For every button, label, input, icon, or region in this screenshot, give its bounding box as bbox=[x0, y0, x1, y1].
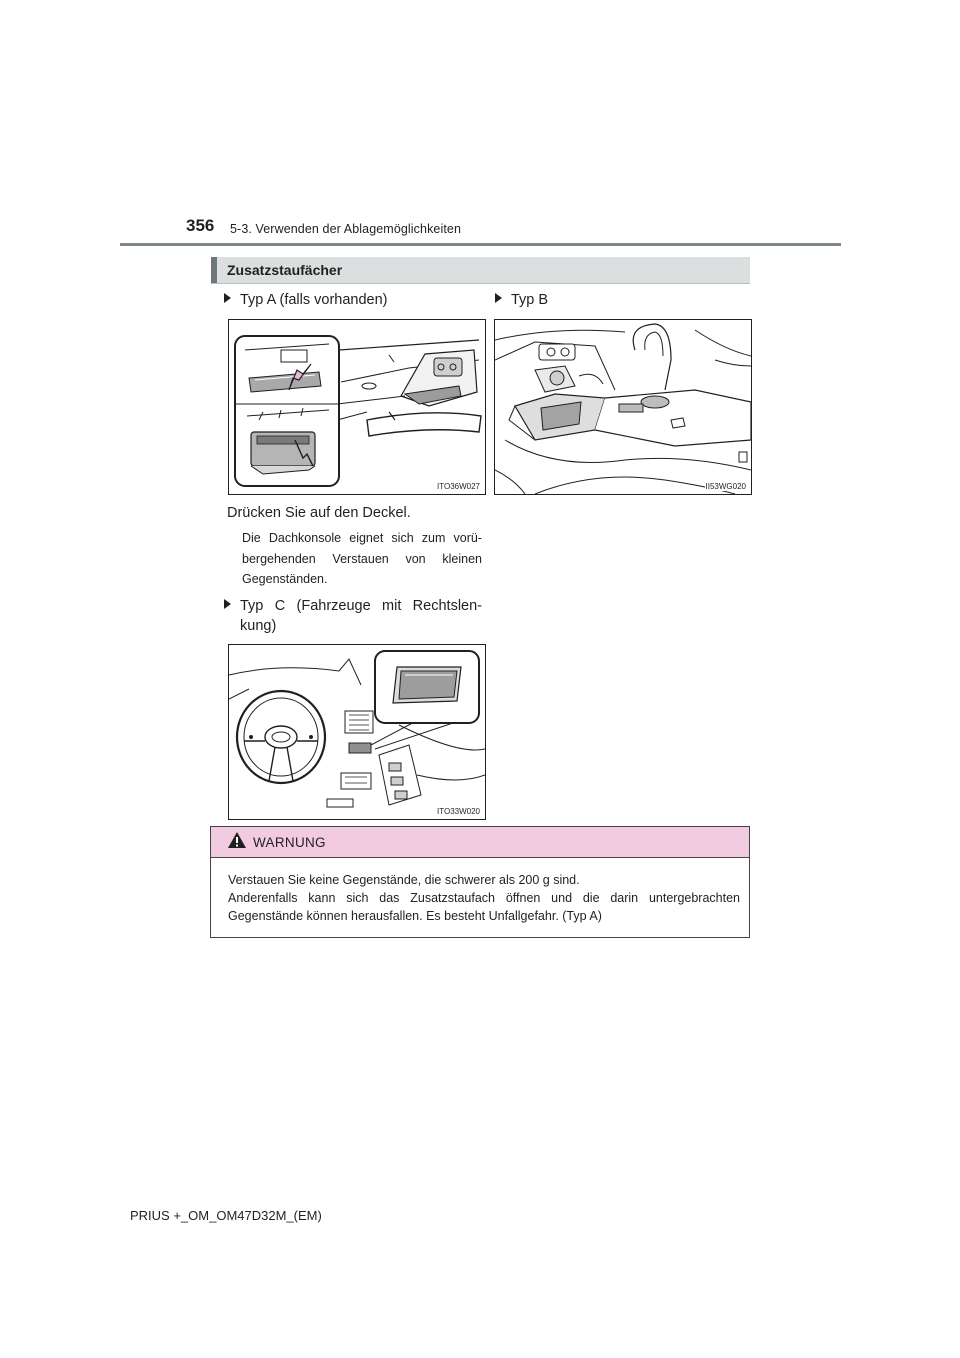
warning-triangle-icon bbox=[227, 831, 247, 854]
type-c-label-line: kung) bbox=[240, 618, 277, 634]
warning-line: Anderenfalls kann sich das Zusatzstaufach öffnen und die darin untergebrachten Gegenstände können herausfallen. Es besteht Unfallgefahr. (Typ A) bbox=[228, 891, 740, 923]
section-title: Zusatzstaufächer bbox=[227, 262, 343, 278]
figure-code: II53WG020 bbox=[705, 482, 746, 491]
type-c-label-line: Typ C (Fahrzeuge mit Rechtslen- bbox=[240, 598, 482, 614]
type-a-label bbox=[224, 290, 388, 310]
overhead-console-illustration bbox=[229, 320, 485, 494]
figure-code: ITO36W027 bbox=[437, 482, 480, 491]
figure-type-a bbox=[228, 319, 486, 495]
warning-header bbox=[211, 827, 749, 858]
section-heading-bar bbox=[211, 257, 750, 284]
warning-text bbox=[228, 871, 740, 925]
type-b-label-text: Typ B bbox=[511, 292, 549, 308]
warning-line: Verstauen Sie keine Gegenstände, die schwerer als 200 g sind. bbox=[228, 873, 580, 887]
triangle-bullet-icon bbox=[224, 599, 231, 609]
type-c-label bbox=[224, 596, 482, 636]
dashboard-illustration bbox=[229, 645, 485, 819]
warning-box bbox=[210, 826, 750, 938]
center-console-illustration bbox=[495, 320, 751, 494]
figure-type-c bbox=[228, 644, 486, 820]
section-accent bbox=[211, 257, 217, 283]
warning-title: WARNUNG bbox=[253, 835, 326, 850]
description-line: Die Dachkonsole eignet sich zum vorü- bbox=[242, 531, 482, 545]
figure-code: ITO33W020 bbox=[437, 807, 480, 816]
chapter-title: 5-3. Verwenden der Ablagemöglichkeiten bbox=[230, 222, 462, 236]
type-a-label-text: Typ A (falls vorhanden) bbox=[240, 292, 388, 308]
description-line: Gegenständen. bbox=[242, 572, 328, 586]
figure-type-b bbox=[494, 319, 752, 495]
header-rule bbox=[120, 243, 841, 246]
model-code: PRIUS +_OM_OM47D32M_(EM) bbox=[130, 1208, 322, 1223]
type-a-description bbox=[242, 528, 482, 590]
page-number: 356 bbox=[186, 216, 215, 235]
description-line: bergehenden Verstauen von kleinen bbox=[242, 551, 482, 566]
type-b-label bbox=[495, 290, 548, 310]
type-a-instruction: Drücken Sie auf den Deckel. bbox=[227, 505, 411, 521]
triangle-bullet-icon bbox=[224, 293, 231, 303]
triangle-bullet-icon bbox=[495, 293, 502, 303]
